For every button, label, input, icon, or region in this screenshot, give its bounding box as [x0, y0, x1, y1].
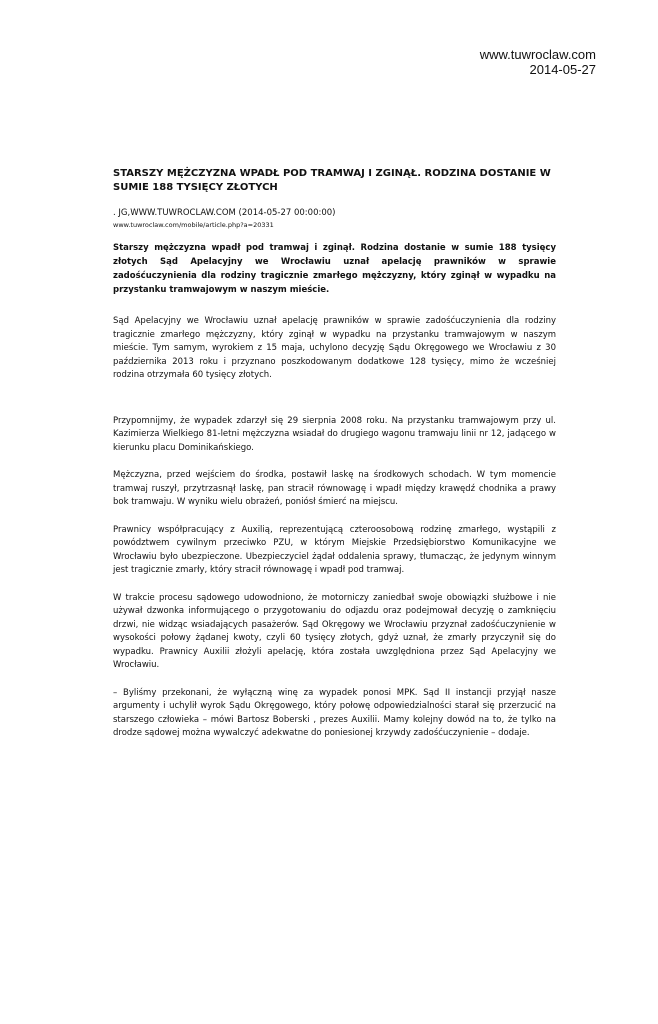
article-url: www.tuwroclaw.com/mobile/article.php?a=20331	[113, 221, 274, 229]
article-lead: Starszy mężczyzna wpadł pod tramwaj i zginął. Rodzina dostanie w sumie 188 tysięcy złotych Sąd Apelacyjny we Wrocławiu uznał apelację prawników w sprawie zadośćuczynienia dla rodziny tragicznie zmarłego mężczyzny, który zginął w wypadku na przystanku tramwajowym w naszym mieście.	[113, 243, 556, 295]
paragraph-gap	[113, 397, 556, 415]
header-date: 2014-05-27	[529, 62, 596, 77]
article-paragraph: Przypomnijmy, że wypadek zdarzył się 29 sierpnia 2008 roku. Na przystanku tramwajowym przy ul. Kazimierza Wielkiego 81-letni mężczyzna wsiadał do drugiego wagonu tramwaju linii nr 12, jadącego w kierunku placu Dominikańskiego.	[113, 415, 556, 453]
article-byline: . JG,WWW.TUWROCLAW.COM (2014-05-27 00:00:00)	[113, 208, 336, 218]
article-title: STARSZY MĘŻCZYZNA WPADŁ POD TRAMWAJ I ZGINĄŁ. RODZINA DOSTANIE W SUMIE 188 TYSIĘCY ZŁOTYCH	[113, 168, 551, 193]
article-paragraph: – Byliśmy przekonani, że wyłączną winę za wypadek ponosi MPK. Sąd II instancji przyjął nasze argumenty i uchylił wyrok Sądu Okręgowego, który połowę odpowiedzialności starał się przerzucić na starszego człowieka – mówi Bartosz Boberski , prezes Auxilii. Mamy kolejny dowód na to, że tylko na drodze sądowej można wywalczyć adekwatne do poniesionej krzywdy zadośćuczynienie – dodaje.	[113, 687, 556, 738]
page-header	[480, 47, 596, 77]
site-url: www.tuwroclaw.com	[479, 47, 596, 62]
article-paragraph: Prawnicy współpracujący z Auxilią, reprezentującą czteroosobową rodzinę zmarłego, wystąpili z powództwem cywilnym przeciwko PZU, w którym Miejskie Przedsiębiorstwo Komunikacyjne we Wrocławiu było ubezpieczone. Ubezpieczyciel żądał oddalenia sprawy, tłumacząc, że jedynym winnym jest tragicznie zmarły, który stracił równowagę i wpadł pod tramwaj.	[113, 524, 556, 575]
article	[113, 167, 556, 755]
article-paragraph: W trakcie procesu sądowego udowodniono, że motorniczy zaniedbał swoje obowiązki służbowe i nie używał dzwonka informującego o przygotowaniu do odjazdu oraz podejmował decyzję o zamknięciu drzwi, nie widząc wsiadających pasażerów. Sąd Okręgowy we Wrocławiu przyznał zadośćuczynienie w wysokości połowy żądanej kwoty, czyli 60 tysięcy złotych, gdyż uznał, że zmarły przyczynił się do wypadku. Prawnicy Auxilii złożyli apelację, która została uwzględniona przez Sąd Apelacyjny we Wrocławiu.	[113, 592, 556, 670]
article-paragraph: Sąd Apelacyjny we Wrocławiu uznał apelację prawników w sprawie zadośćuczynienia dla rodziny tragicznie zmarłego mężczyzny, który zginął w wypadku na przystanku tramwajowym w naszym mieście. Tym samym, wyrokiem z 15 maja, uchylono decyzję Sądu Okręgowego we Wrocławiu z 30 października 2013 roku i przyznano poszkodowanym dodatkowe 128 tysięcy, mimo że wcześniej rodzina otrzymała 60 tysięcy złotych.	[113, 316, 556, 380]
article-paragraph: Mężczyzna, przed wejściem do środka, postawił laskę na środkowych schodach. W tym momencie tramwaj ruszył, przytrzasnął laskę, pan stracił równowagę i wpadł między krawędź chodnika a prawy bok tramwaju. W wyniku wielu obrażeń, poniósł śmierć na miejscu.	[113, 470, 556, 507]
